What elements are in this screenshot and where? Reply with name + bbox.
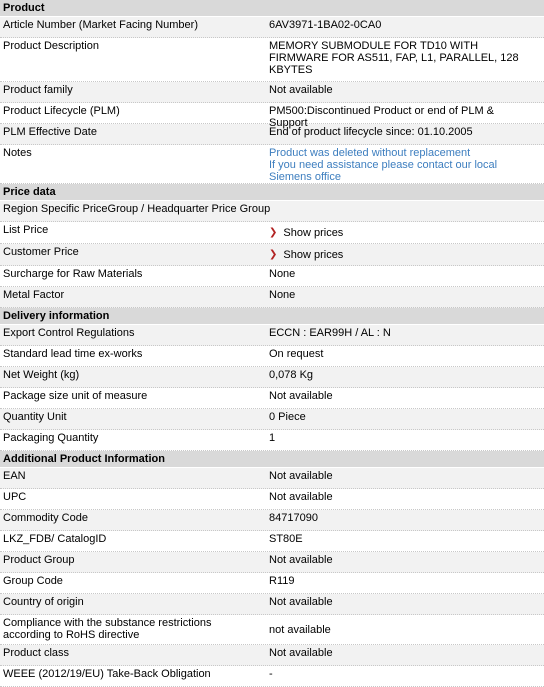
- row-net-weight: [0, 367, 544, 388]
- row-surcharge: [0, 266, 544, 287]
- row-country-of-origin: [0, 594, 544, 615]
- value-surcharge: None: [269, 268, 296, 280]
- label-product-class: Product class: [3, 647, 70, 659]
- row-quantity-unit: [0, 409, 544, 430]
- value-product-class: Not available: [269, 647, 333, 659]
- value-quantity-unit: 0 Piece: [269, 411, 306, 423]
- row-lead-time: [0, 346, 544, 367]
- row-group-code: [0, 573, 544, 594]
- row-list-price: [0, 222, 544, 244]
- label-packaging-quantity: Packaging Quantity: [3, 432, 99, 444]
- show-prices-label: Show prices: [283, 226, 344, 239]
- label-plm-effective-date: PLM Effective Date: [3, 126, 97, 138]
- label-surcharge: Surcharge for Raw Materials: [3, 268, 143, 280]
- row-export-control: [0, 325, 544, 346]
- row-weee: [0, 666, 544, 687]
- label-export-control: Export Control Regulations: [3, 327, 135, 339]
- label-customer-price: Customer Price: [3, 246, 79, 258]
- row-metal-factor: [0, 287, 544, 308]
- label-notes: Notes: [3, 147, 32, 159]
- value-package-unit: Not available: [269, 390, 333, 402]
- value-ean: Not available: [269, 470, 333, 482]
- value-catalog-id: ST80E: [269, 533, 303, 545]
- row-product-description: [0, 38, 544, 82]
- value-net-weight: 0,078 Kg: [269, 369, 314, 381]
- value-weee: -: [269, 668, 273, 680]
- row-upc: [0, 489, 544, 510]
- value-lead-time: On request: [269, 348, 324, 360]
- label-lead-time: Standard lead time ex-works: [3, 348, 143, 360]
- value-product-family: Not available: [269, 84, 333, 96]
- label-country-of-origin: Country of origin: [3, 596, 84, 608]
- label-product-family: Product family: [3, 84, 73, 96]
- value-product-lifecycle: PM500:Discontinued Product or end of PLM & Support: [269, 105, 495, 129]
- label-group-code: Group Code: [3, 575, 63, 587]
- label-quantity-unit: Quantity Unit: [3, 411, 67, 423]
- label-product-lifecycle: Product Lifecycle (PLM): [3, 105, 120, 117]
- value-metal-factor: None: [269, 289, 296, 301]
- label-product-group: Product Group: [3, 554, 75, 566]
- value-country-of-origin: Not available: [269, 596, 333, 608]
- value-rohs: not available: [269, 623, 331, 636]
- label-region-price-group: Region Specific PriceGroup / Headquarter Price Group: [3, 203, 271, 215]
- label-list-price: List Price: [3, 224, 49, 236]
- label-package-unit: Package size unit of measure: [3, 390, 148, 402]
- value-article-number: 6AV3971-1BA02-0CA0: [269, 19, 382, 31]
- row-region-price-group: [0, 201, 544, 222]
- row-catalog-id: [0, 531, 544, 552]
- show-prices-link-list[interactable]: [265, 222, 535, 243]
- row-product-class: [0, 645, 544, 666]
- row-ean: [0, 468, 544, 489]
- row-customer-price: [0, 244, 544, 266]
- label-metal-factor: Metal Factor: [3, 289, 65, 301]
- section-header-price-data: Price data: [0, 184, 544, 201]
- section-header-delivery: Delivery information: [0, 308, 544, 325]
- value-group-code: R119: [269, 575, 295, 587]
- label-rohs: Compliance with the substance restrictions according to RoHS directive: [3, 617, 212, 641]
- show-prices-link-customer[interactable]: [265, 244, 535, 265]
- value-packaging-quantity: 1: [269, 432, 276, 444]
- row-rohs: [0, 615, 544, 645]
- notes-deleted-text: Product was deleted without replacement: [269, 147, 471, 159]
- value-product-group: Not available: [269, 554, 333, 566]
- show-prices-label: Show prices: [283, 248, 344, 261]
- label-upc: UPC: [3, 491, 27, 503]
- row-product-group: [0, 552, 544, 573]
- row-plm-effective-date: [0, 124, 544, 145]
- chevron-right-icon: ❯: [269, 226, 278, 238]
- value-export-control: ECCN : EAR99H / AL : N: [269, 327, 391, 339]
- value-plm-effective-date: End of product lifecycle since: 01.10.2005: [269, 126, 473, 138]
- row-notes: [0, 145, 544, 184]
- label-commodity-code: Commodity Code: [3, 512, 88, 524]
- row-package-unit: [0, 388, 544, 409]
- label-weee: WEEE (2012/19/EU) Take-Back Obligation: [3, 668, 211, 680]
- row-product-lifecycle: [0, 103, 544, 129]
- label-article-number: Article Number (Market Facing Number): [3, 19, 198, 31]
- row-article-number: [0, 17, 544, 38]
- row-commodity-code: [0, 510, 544, 531]
- section-header-additional: Additional Product Information: [0, 451, 544, 468]
- value-upc: Not available: [269, 491, 333, 503]
- label-ean: EAN: [3, 470, 26, 482]
- label-product-description: Product Description: [3, 40, 99, 52]
- value-notes: [265, 145, 535, 183]
- section-header-product: Product: [0, 0, 544, 17]
- label-net-weight: Net Weight (kg): [3, 369, 80, 381]
- row-product-family: [0, 82, 544, 103]
- chevron-right-icon: ❯: [269, 248, 278, 260]
- value-product-description: MEMORY SUBMODULE FOR TD10 WITH FIRMWARE FOR AS511, FAP, L1, PARALLEL, 128 KBYTES: [269, 40, 519, 76]
- row-packaging-quantity: [0, 430, 544, 451]
- notes-contact-text: If you need assistance please contact our local Siemens office: [269, 159, 498, 183]
- label-catalog-id: LKZ_FDB/ CatalogID: [3, 533, 107, 545]
- value-commodity-code: 84717090: [269, 512, 318, 524]
